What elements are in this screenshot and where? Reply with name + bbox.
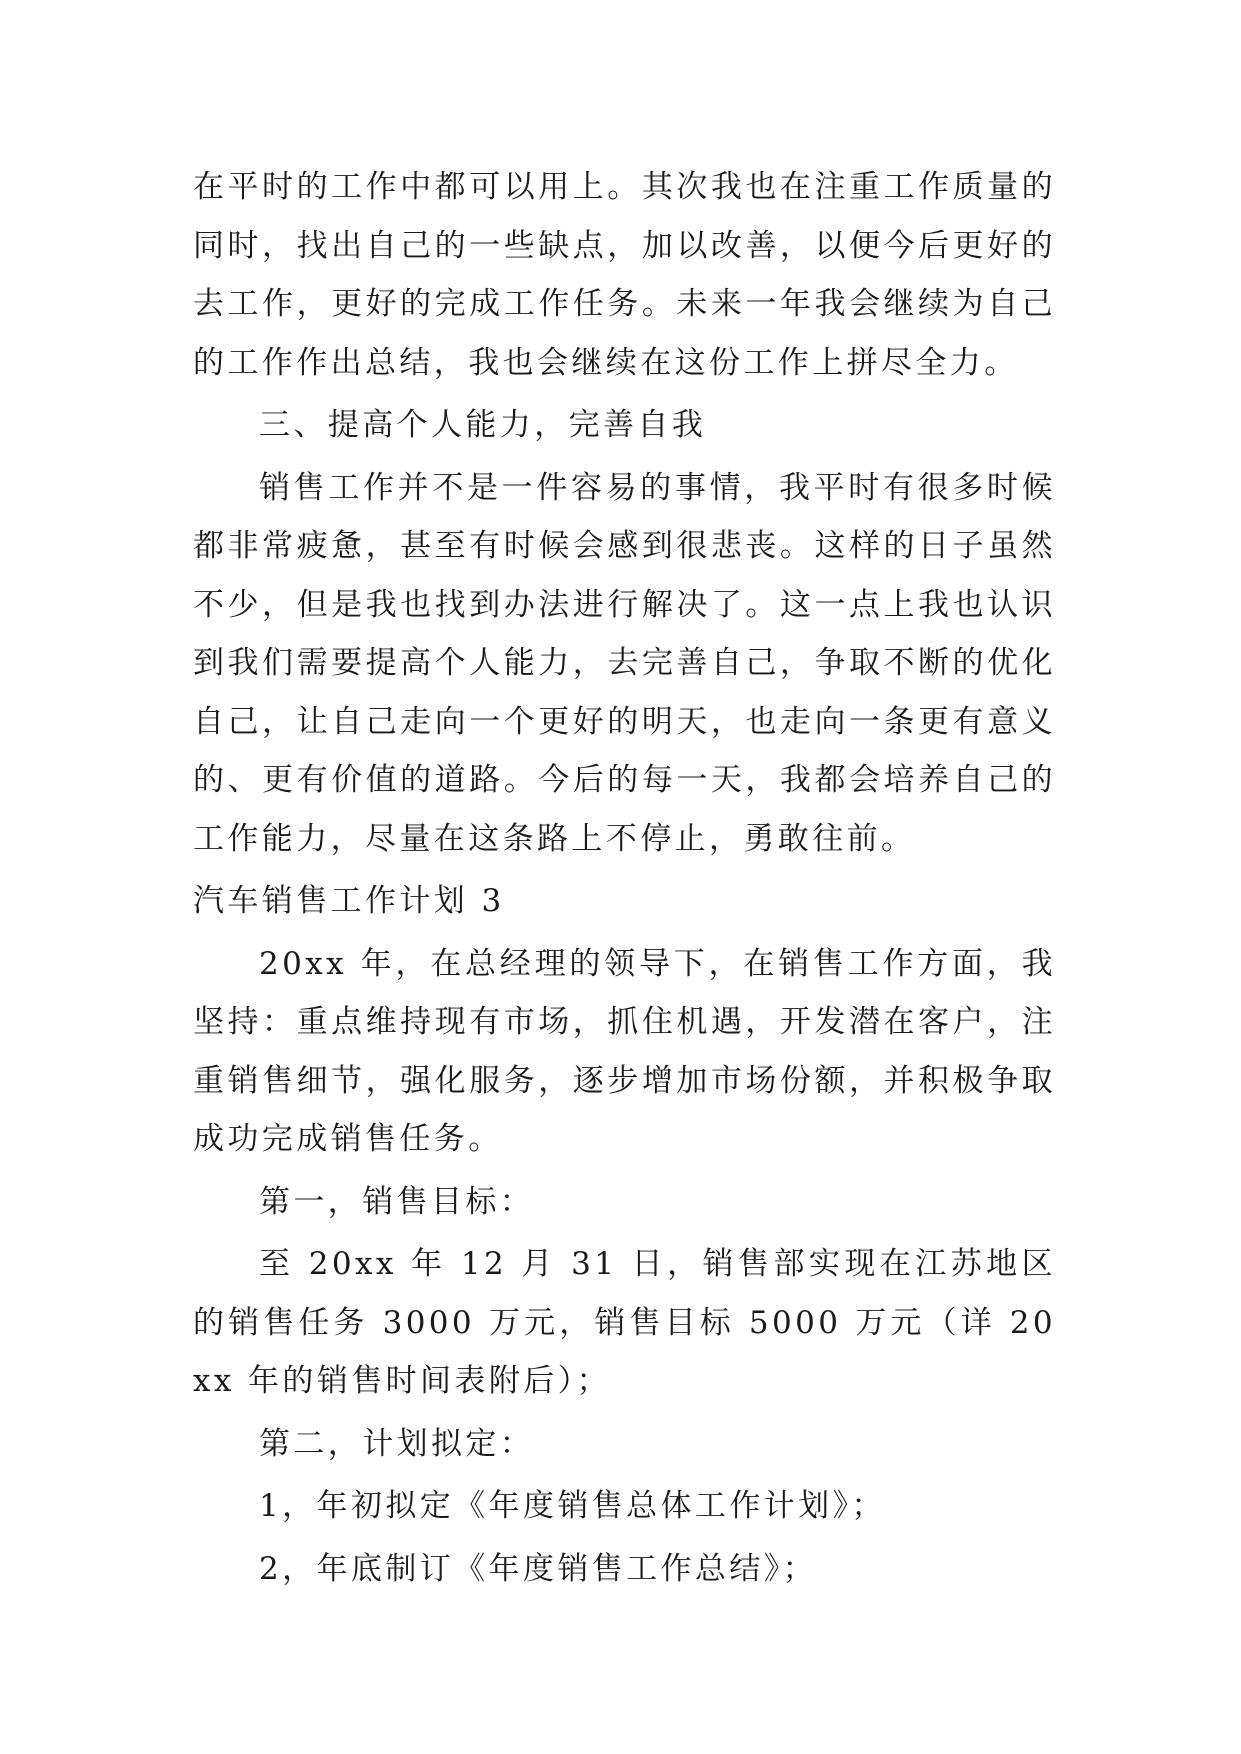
document-page	[193, 158, 1056, 1598]
section-heading-plan-drafting: 第二，计划拟定：	[259, 1425, 535, 1462]
list-item-annual-plan: 1，年初拟定《年度销售总体工作计划》；	[259, 1488, 886, 1524]
paragraph-sales-target: 至 20xx 年 12 月 31 日，销售部实现在江苏地区的销售任务 3000 万元，销售目标 5000 万元（详 20xx 年的销售时间表附后）；	[193, 1246, 1056, 1399]
section-heading-improve-ability: 三、提高个人能力，完善自我	[259, 407, 707, 443]
section-heading-sales-target: 第一，销售目标：	[259, 1183, 535, 1220]
paragraph-continuation: 在平时的工作中都可以用上。其次我也在注重工作质量的同时，找出自己的一些缺点，加以改善，以便今后更好的去工作，更好的完成工作任务。未来一年我会继续为自己的工作作出总结，我也会继续在这份工作上拼尽全力。	[193, 169, 1056, 381]
list-item-annual-summary: 2，年底制订《年度销售工作总结》；	[259, 1550, 818, 1587]
document-heading-plan-3: 汽车销售工作计划 3	[193, 883, 505, 919]
paragraph-improve-ability: 销售工作并不是一件容易的事情，我平时有很多时候都非常疲惫，甚至有时候会感到很悲丧。这样的日子虽然不少，但是我也找到办法进行解决了。这一点上我也认识到我们需要提高个人能力，去完善自己，争取不断的优化自己，让自己走向一个更好的明天，也走向一条更有意义的、更有价值的道路。今后的每一天，我都会培养自己的工作能力，尽量在这条路上不停止，勇敢往前。	[193, 469, 1056, 857]
paragraph-plan-intro: 20xx 年，在总经理的领导下，在销售工作方面，我坚持：重点维持现有市场，抓住机遇，开发潜在客户，注重销售细节，强化服务，逐步增加市场份额，并积极争取成功完成销售任务。	[193, 945, 1056, 1157]
